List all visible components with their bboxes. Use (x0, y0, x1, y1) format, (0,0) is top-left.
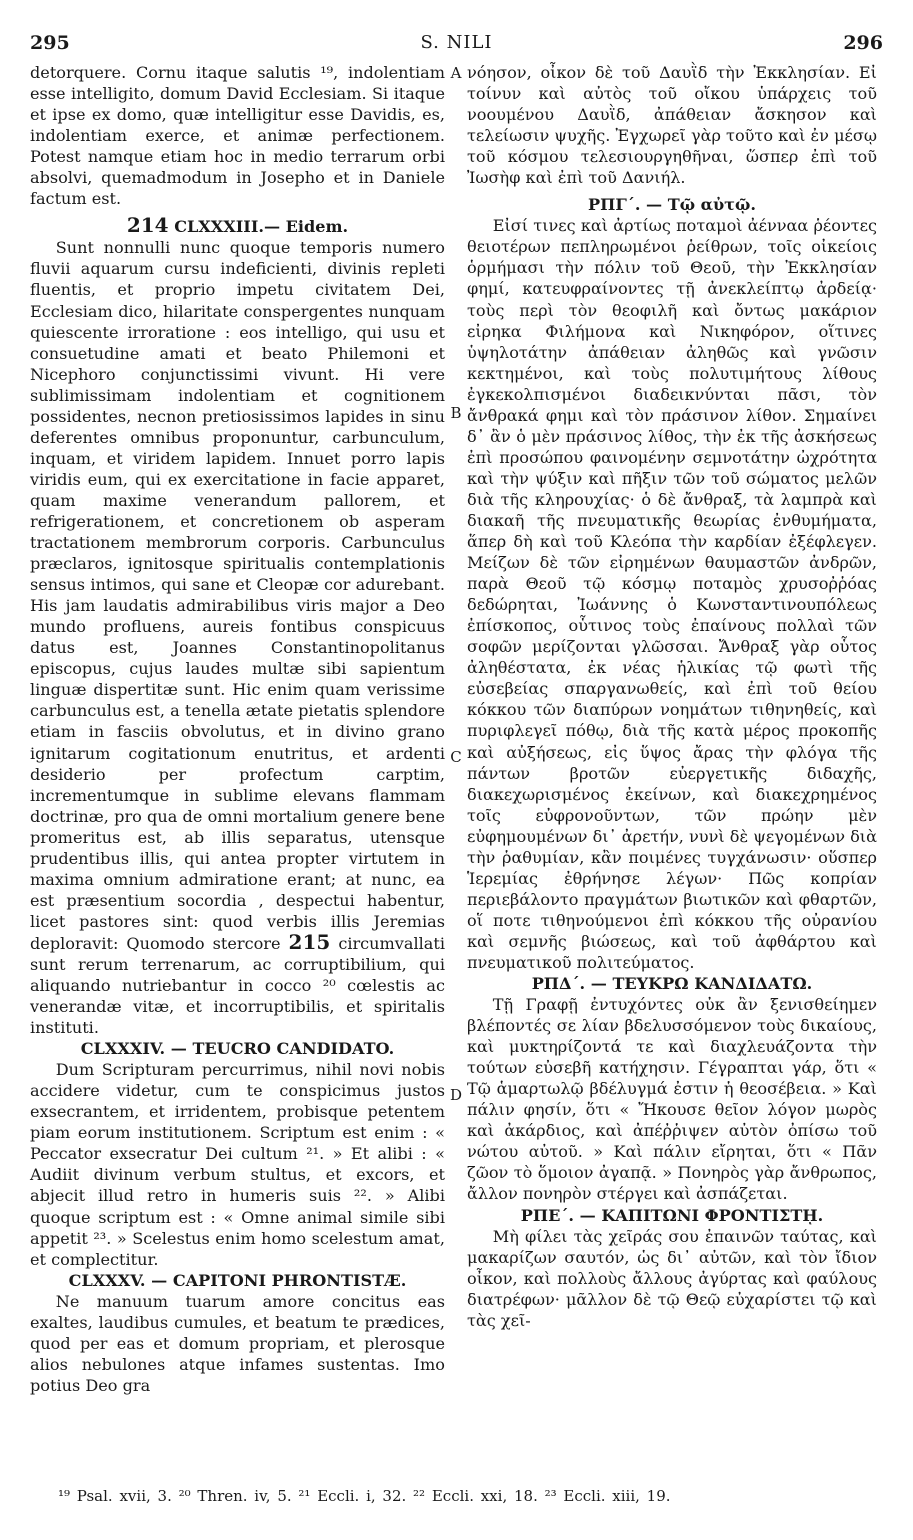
latin-letter-184-title: CLXXXIV. — TEUCRO CANDIDATO. (80, 1039, 395, 1059)
latin-page-marker-2: 215 (288, 929, 331, 954)
greek-letter-183-body: Εἰσί τινες καὶ ἀρτίως ποταμοὶ ἀένναα ῥέοντες θειοτέρων πεπληρωμένοι ῥείθρων, τοῖς οἰκείοις ὁρμήμασι τὴν πόλιν τοῦ Θεοῦ, τὴν Ἐκκλησίαν φημί, κατευφραίνοντες τῇ ἀνεκλείπτῳ ἀρδείᾳ· τοὺς περὶ τὸν θεοφιλῆ καὶ ὄντως μακάριον εἰρηκα Φιλήμονα καὶ Νικηφόρον, οἵτινες ὑψηλοτάτην ἀπάθειαν ἀληθῶς καὶ γνῶσιν κεκτημένοι, καὶ τοὺς πολυτιμήτους λίθους ἐγκεκολπισμένοι διαδεικνύνται πᾶσι, τὸν ἄνθρακά φημι καὶ τὸν πράσινον λίθον. Σημαίνει δ᾽ ἂν ὁ μὲν πράσινος λίθος, τὴν ἐκ τῆς ἀσκήσεως ἐπὶ προσώπου φαινομένην σεμνοτάτην ὠχρότητα καὶ τὴν ψύξιν καὶ πῆξιν τῶν τοῦ σώματος μελῶν διὰ τῆς κληρουχίας· ὁ δὲ ἄνθραξ, τὰ λαμπρὰ καὶ διακαῆ τῆς πνευματικῆς θεωρίας ἐνθυμήματα, ἅπερ δὴ καὶ τοῦ Κλεόπα τὴν καρδίαν ἐξέφλεγεν. Μείζων δὲ τῶν εἰρημένων θαυμαστῶν ἀνδρῶν, παρὰ Θεοῦ τῷ κόσμῳ ποταμὸς χρυσοῤῥόας δεδώρηται, Ἰωάννης ὁ Κωνσταντινουπόλεως ἐπίσκοπος, οὗτινος τοὺς ἐπαίνους πολλαὶ τῶν σοφῶν μερίζονται γλῶσσαι. Ἄνθραξ γὰρ οὗτος ἀληθέστατα, ἐκ νέας ἡλικίας τῷ φωτὶ τῆς εὐσεβείας σπαργανωθείς, καὶ ἐπὶ τοῦ θείου κόκκου τῶν διαπύρων νοημάτων τιθηνηθείς, καὶ πυριφλεγεῖ πόθῳ, διὰ τῆς κατὰ μέρος προκοπῆς καὶ αὐξήσεως, εἰς ὕψος ἄρας τὴν φλόγα τῆς πάντων βροτῶν εὐεργετικῆς διδαχῆς, διακεχωρισμένος ἐκείνων, καὶ διακεχρημένος τοῖς εὐφρονοῦντων, τῶν πρώην μὲν εὐφημουμένων δι᾽ ἀρετήν, νυνὶ δὲ ψεγομένων διὰ τὴν ῥαθυμίαν, κἂν ποιμένες τυγχάνωσιν· οὕσπερ Ἱερεμίας ἐθρήνησε λέγων· Πῶς κοπρίαν περιεβάλοντο πραγμάτων βιωτικῶν καὶ φθαρτῶν, οἵ ποτε τιθηνούμενοι ἐπὶ κόκκου τῆς οὐρανίου καὶ σεμνῆς βιώσεως, καὶ τοῦ ἀφθάρτου καὶ πνευματικοῦ πολιτεύματος. (467, 216, 877, 972)
latin-text-2: circumvallati sunt rerum terrenarum, ac corruptibilium, qui aliquando nutriebantur in cocco ²⁰ cœlestis ac venerandæ vitæ, et incorruptibilis, et spiritalis instituti. (30, 933, 445, 1038)
latin-letter-185-body: Ne manuum tuarum amore concitus eas exaltes, laudibus cumules, et beatum te prædices, quod per eas et domum propriam, et plerosque alios nebulones atque infames sustentas. Imo potius Deo gra (30, 1291, 445, 1395)
greek-letter-183-title: ΡΠΓ΄. — Τῷ αὐτῷ. (588, 195, 756, 215)
greek-letter-184-title: ΡΠΔ΄. — ΤΕΥΚΡΩ ΚΑΝΔΙΔΑΤΩ. (531, 974, 813, 994)
latin-heading: CLXXXIII.— Eidem. (174, 217, 349, 237)
footnotes: ¹⁹ Psal. xvii, 3. ²⁰ Thren. iv, 5. ²¹ Eccli. i, 32. ²² Eccli. xxi, 18. ²³ Eccli. xiii, 19. (58, 1487, 671, 1505)
greek-letter-185-body: Μὴ φίλει τὰς χεῖράς σου ἐπαινῶν ταύτας, καὶ μακαρίζων σαυτόν, ὡς δι᾽ αὐτῶν, καὶ τὸν ἴδιον οἶκον, καὶ πολλοὺς ἄλλους ἀγύρτας καὶ φαύλους διατρέφων· μᾶλλον δὲ τῷ Θεῷ εὐχαρίστει τῷ καὶ τὰς χεῖ- (467, 1226, 877, 1330)
greek-column (467, 62, 877, 1331)
margin-letter-d: D (449, 1086, 463, 1104)
greek-letter-185-title: ΡΠΕ΄. — ΚΑΠΙΤΩΝΙ ΦΡΟΝΤΙΣΤῌ. (520, 1205, 824, 1225)
greek-continuation: νόησον, οἶκον δὲ τοῦ Δαυῒδ τὴν Ἐκκλησίαν. Εἰ τοίνυν καὶ αὐτὸς τοῦ οἴκου ὑπάρχεις τοῦ νοουμένου Δαυῒδ, ἀπάθειαν ἄσκησον καὶ τελείωσιν ψυχῆς. Ἐγχωρεῖ γὰρ τοῦτο καὶ ἐν μέσῳ τοῦ κόσμου τελεσιουργηθῆναι, ὥσπερ ἐπὶ τοῦ Ἰωσὴφ καὶ ἐπὶ τοῦ Δανιήλ. (467, 63, 877, 188)
page-number-left: 295 (30, 32, 70, 54)
latin-text: Sunt nonnulli nunc quoque temporis numero fluvii aquarum cursu indeficienti, divinis repleti fluentis, et proprio impetu civitatem Dei, Ecclesiam dico, hilaritate conspergentes nunquam quiescente irroratione : eos intelligo, qui usu et consuetudine amati et beato Philemoni et Nicephoro conjunctissimi vivunt. Hi vere sublimissimam indolentiam et cognitionem possidentes, necnon pretiosissimos lapides in sinu deferentes omnibus proponuntur, carbunculum, inquam, et viridem lapidem. Innuet porro lapis viridis eum, qui ex exercitatione in facie apparet, quam maxime venerandum pallorem, et refrigerationem, et concretionem ob asperam tractationem membrorum corporis. Carbunculus præclaros, ignitosque spiritualis contemplationis sensus intimos, qui sane et Cleopæ cor adurebant. His jam laudatis admirabilibus viris major a Deo mundo profluens, aureis fontibus conspicuus datus est, Joannes Constantinopolitanus episcopus, cujus laudes multæ sibi sapientum linguæ dispertitæ sunt. Hic enim quam verissime carbunculus est, a tenella ætate pietatis splendore etiam in fasciis obvolutus, et in divino grano ignitarum cogitationum enutritus, et ardenti desiderio per profectum carptim, incrementumque in sublime elevans flammam doctrinæ, pro qua de omni mortalium genere bene promeritus est, ab illis separatus, utensque prudentibus illis, qui antea propter virtutem in maxima omnium admiratione erant; at nunc, ea est præsentium socordia , despectui habentur, licet pastores sint: quod verbis illis Jeremias deploravit: Quomodo stercore (30, 238, 445, 953)
greek-letter-184-body: Τῇ Γραφῇ ἐντυχόντες οὐκ ἂν ξενισθείημεν βλέποντές σε λίαν βδελυσσόμενον τοὺς δικαίους, καὶ μυκτηρίζοντά τε καὶ διαχλευάζοντα τὴν τούτων εὐσεβῆ κατήχησιν. Γέγραπται γάρ, ὅτι « Τῷ ἁμαρτωλῷ βδέλυγμά ἐστιν ἡ θεοσέβεια. » Καὶ πάλιν φησίν, ὅτι « Ἤκουσε θεῖον λόγον μωρὸς καὶ ἀκάρδιος, καὶ ἀπέῤῥιψεν αὐτὸν ὀπίσω τοῦ νώτου αὐτοῦ. » Καὶ πάλιν εἴρηται, ὅτι « Πᾶν ζῶον τὸ ὅμοιον ἀγαπᾷ. » Πονηρὸς γὰρ ἄνθρωπος, ἄλλον πονηρὸν στέργει καὶ ἀσπάζεται. (467, 995, 877, 1204)
latin-letter-184-body: Dum Scripturam percurrimus, nihil novi nobis accidere videtur, cum te conspicimus justos exsecrantem, et irridentem, probisque petentem piam eorum institutionem. Scriptum est enim : « Peccator exsecratur Dei cultum ²¹. » Et alibi : « Audiit divinum verbum stultus, et excors, et abjecit illud retro in humeris suis ²². » Alibi quoque scriptum est : « Omne animal simile sibi appetit ²³. » Scelestus enim homo scelestum amat, et complectitur. (30, 1060, 445, 1269)
running-title: S. NILI (420, 32, 493, 53)
latin-letter-183-title (30, 215, 445, 237)
latin-letter-185-title: CLXXXV. — CAPITONI PHRONTISTÆ. (68, 1270, 407, 1290)
latin-page-marker: 214 (126, 213, 169, 238)
margin-letter-a: A (450, 64, 462, 82)
latin-continuation: detorquere. Cornu itaque salutis ¹⁹, indolentiam esse intelligito, domum David Ecclesiam. Si itaque et ipse ex domo, quæ intelligitur esse Davidis, es, indolentiam exerce, et animæ perfectionem. Potest namque etiam hoc in medio terrarum orbi absolvi, quemadmodum in Josepho et in Daniele factum est. (30, 63, 445, 209)
margin-letter-b: B (450, 404, 462, 422)
latin-column (30, 62, 445, 1396)
page-number-right: 296 (843, 32, 883, 54)
margin-letters (446, 0, 466, 1540)
latin-letter-183-body (30, 237, 445, 1038)
margin-letter-c: C (450, 748, 462, 766)
